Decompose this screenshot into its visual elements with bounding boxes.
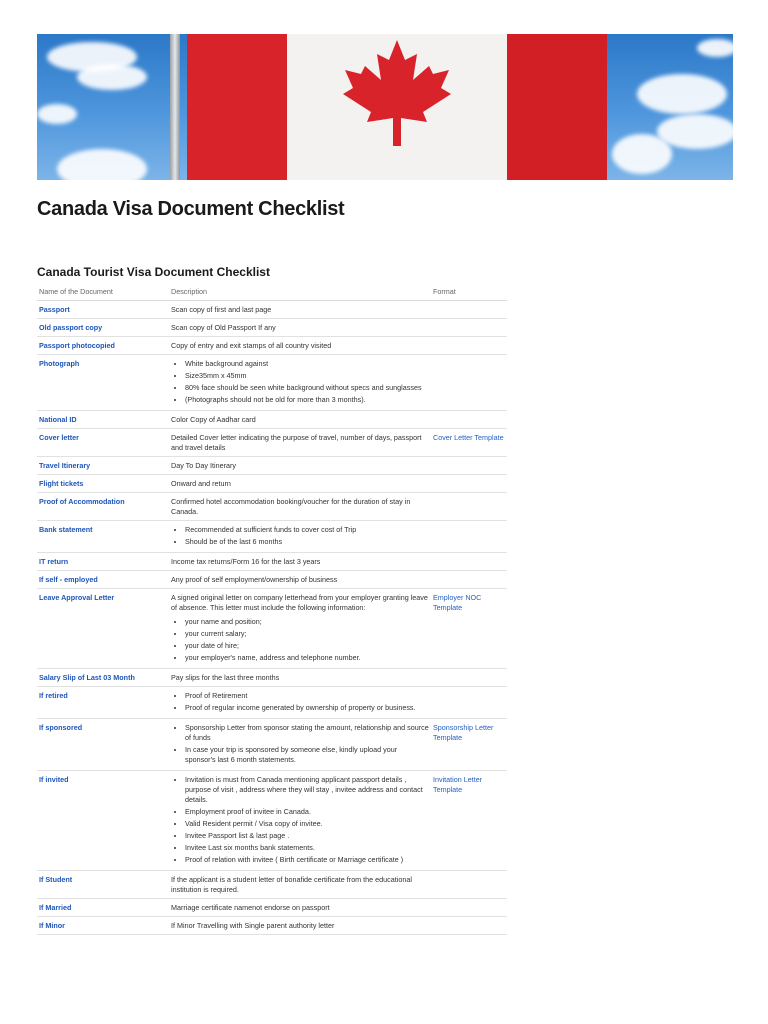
description-text: If Minor Travelling with Single parent authority letter (171, 921, 335, 930)
description-bullet: • Proof of relation with invitee ( Birth certificate or Marriage certificate ) (185, 855, 429, 865)
document-description (169, 475, 431, 493)
format-template-link[interactable]: Employer NOC Template (431, 589, 507, 669)
description-text: Marriage certificate namenot endorse on passport (171, 903, 330, 912)
table-row (37, 871, 507, 899)
document-description (169, 411, 431, 429)
description-bullet-list (171, 691, 429, 713)
document-description (169, 355, 431, 411)
table-row (37, 669, 507, 687)
document-description (169, 917, 431, 935)
document-name-link[interactable]: National ID (37, 411, 169, 429)
format-cell (431, 493, 507, 521)
format-cell (431, 899, 507, 917)
description-text: Copy of entry and exit stamps of all country visited (171, 341, 332, 350)
format-cell (431, 687, 507, 719)
document-name-link[interactable]: If invited (37, 771, 169, 871)
description-bullet: • Invitee Last six months bank statements. (185, 843, 429, 853)
table-row (37, 355, 507, 411)
format-cell (431, 521, 507, 553)
format-cell (431, 871, 507, 899)
description-bullet: • White background against (185, 359, 429, 369)
flag-pole (170, 34, 180, 180)
description-text: If the applicant is a student letter of bonafide certificate from the educational institution is required. (171, 875, 412, 894)
table-row (37, 521, 507, 553)
table-header-row (37, 284, 507, 301)
document-name-link[interactable]: Photograph (37, 355, 169, 411)
description-text: Income tax returns/Form 16 for the last 3 years (171, 557, 321, 566)
format-cell (431, 337, 507, 355)
document-description (169, 337, 431, 355)
column-header-format: Format (431, 284, 507, 301)
document-name-link[interactable]: Passport (37, 301, 169, 319)
description-text: Any proof of self employment/ownership of business (171, 575, 338, 584)
description-bullet: • 80% face should be seen white background without specs and sunglasses (185, 383, 429, 393)
document-description (169, 493, 431, 521)
document-description (169, 771, 431, 871)
maple-leaf-icon (337, 38, 457, 148)
document-description (169, 669, 431, 687)
document-name-link[interactable]: Travel Itinerary (37, 457, 169, 475)
description-bullet: • Proof of Retirement (185, 691, 429, 701)
description-bullet: • Invitee Passport list & last page . (185, 831, 429, 841)
document-name-link[interactable]: If Minor (37, 917, 169, 935)
format-cell (431, 411, 507, 429)
description-bullet: • Recommended at sufficient funds to cover cost of Trip (185, 525, 429, 535)
document-description (169, 571, 431, 589)
description-text: Detailed Cover letter indicating the purpose of travel, number of days, passport and travel details (171, 433, 422, 452)
column-header-description: Description (169, 284, 431, 301)
document-name-link[interactable]: Old passport copy (37, 319, 169, 337)
document-name-link[interactable]: If Married (37, 899, 169, 917)
table-row (37, 319, 507, 337)
description-text: Onward and return (171, 479, 231, 488)
document-name-link[interactable]: IT return (37, 553, 169, 571)
format-template-link[interactable]: Cover Letter Template (431, 429, 507, 457)
description-bullet: • Size35mm x 45mm (185, 371, 429, 381)
format-cell (431, 669, 507, 687)
table-row (37, 899, 507, 917)
description-bullet-list (171, 359, 429, 405)
table-row (37, 457, 507, 475)
description-bullet: • your date of hire; (185, 641, 429, 651)
description-bullet: • In case your trip is sponsored by someone else, kindly upload your sponsor's last 6 month statements. (185, 745, 429, 765)
document-description (169, 871, 431, 899)
document-description (169, 899, 431, 917)
description-bullet: • Invitation is must from Canada mentioning applicant passport details , purpose of visit , address where they will stay , invitee address and contact details. (185, 775, 429, 805)
description-bullet: • Proof of regular income generated by ownership of property or business. (185, 703, 429, 713)
hero-banner-image (37, 34, 733, 180)
document-checklist-table (37, 284, 507, 935)
document-name-link[interactable]: Bank statement (37, 521, 169, 553)
column-header-name: Name of the Document (37, 284, 169, 301)
document-name-link[interactable]: If self - employed (37, 571, 169, 589)
description-bullet: • your employer's name, address and telephone number. (185, 653, 429, 663)
document-description (169, 429, 431, 457)
document-name-link[interactable]: Cover letter (37, 429, 169, 457)
table-row (37, 589, 507, 669)
document-name-link[interactable]: Flight tickets (37, 475, 169, 493)
table-row (37, 771, 507, 871)
table-row (37, 301, 507, 319)
table-row (37, 493, 507, 521)
description-bullet-list (171, 617, 429, 663)
canada-flag (187, 34, 607, 180)
table-row (37, 571, 507, 589)
format-cell (431, 571, 507, 589)
description-text: Scan copy of Old Passport If any (171, 323, 276, 332)
description-bullet: • (Photographs should not be old for more than 3 months). (185, 395, 429, 405)
description-bullet-list (171, 723, 429, 765)
format-cell (431, 917, 507, 935)
document-name-link[interactable]: If Student (37, 871, 169, 899)
table-row (37, 411, 507, 429)
format-cell (431, 355, 507, 411)
document-name-link[interactable]: Salary Slip of Last 03 Month (37, 669, 169, 687)
format-cell (431, 319, 507, 337)
table-row (37, 687, 507, 719)
table-row (37, 475, 507, 493)
description-text: Pay slips for the last three months (171, 673, 280, 682)
format-template-link[interactable]: Invitation Letter Template (431, 771, 507, 871)
format-cell (431, 457, 507, 475)
document-name-link[interactable]: If sponsored (37, 719, 169, 771)
table-row (37, 553, 507, 571)
description-bullet: • your current salary; (185, 629, 429, 639)
table-row (37, 337, 507, 355)
format-cell (431, 475, 507, 493)
table-body (37, 301, 507, 935)
description-bullet-list (171, 775, 429, 865)
document-description (169, 319, 431, 337)
table-row (37, 917, 507, 935)
section-title: Canada Tourist Visa Document Checklist (37, 265, 270, 279)
document-description (169, 457, 431, 475)
table-row (37, 719, 507, 771)
description-text: A signed original letter on company letterhead from your employer granting leave of absence. This letter must include the following information: (171, 593, 428, 612)
document-description (169, 301, 431, 319)
document-description (169, 521, 431, 553)
description-bullet: • Should be of the last 6 months (185, 537, 429, 547)
description-bullet: • your name and position; (185, 617, 429, 627)
description-bullet: • Sponsorship Letter from sponsor stating the amount, relationship and source of funds (185, 723, 429, 743)
document-name-link[interactable]: If retired (37, 687, 169, 719)
document-description (169, 589, 431, 669)
description-bullet-list (171, 525, 429, 547)
description-text: Confirmed hotel accommodation booking/voucher for the duration of stay in Canada. (171, 497, 411, 516)
description-text: Scan copy of first and last page (171, 305, 272, 314)
description-bullet: • Employment proof of invitee in Canada. (185, 807, 429, 817)
description-text: Color Copy of Aadhar card (171, 415, 256, 424)
document-name-link[interactable]: Proof of Accommodation (37, 493, 169, 521)
document-description (169, 687, 431, 719)
page-title: Canada Visa Document Checklist (37, 198, 345, 220)
description-bullet: • Valid Resident permit / Visa copy of invitee. (185, 819, 429, 829)
document-description (169, 719, 431, 771)
format-cell (431, 301, 507, 319)
document-name-link[interactable]: Leave Approval Letter (37, 589, 169, 669)
table-row (37, 429, 507, 457)
format-template-link[interactable]: Sponsorship Letter Template (431, 719, 507, 771)
format-cell (431, 553, 507, 571)
document-name-link[interactable]: Passport photocopied (37, 337, 169, 355)
description-text: Day To Day Itinerary (171, 461, 236, 470)
document-description (169, 553, 431, 571)
